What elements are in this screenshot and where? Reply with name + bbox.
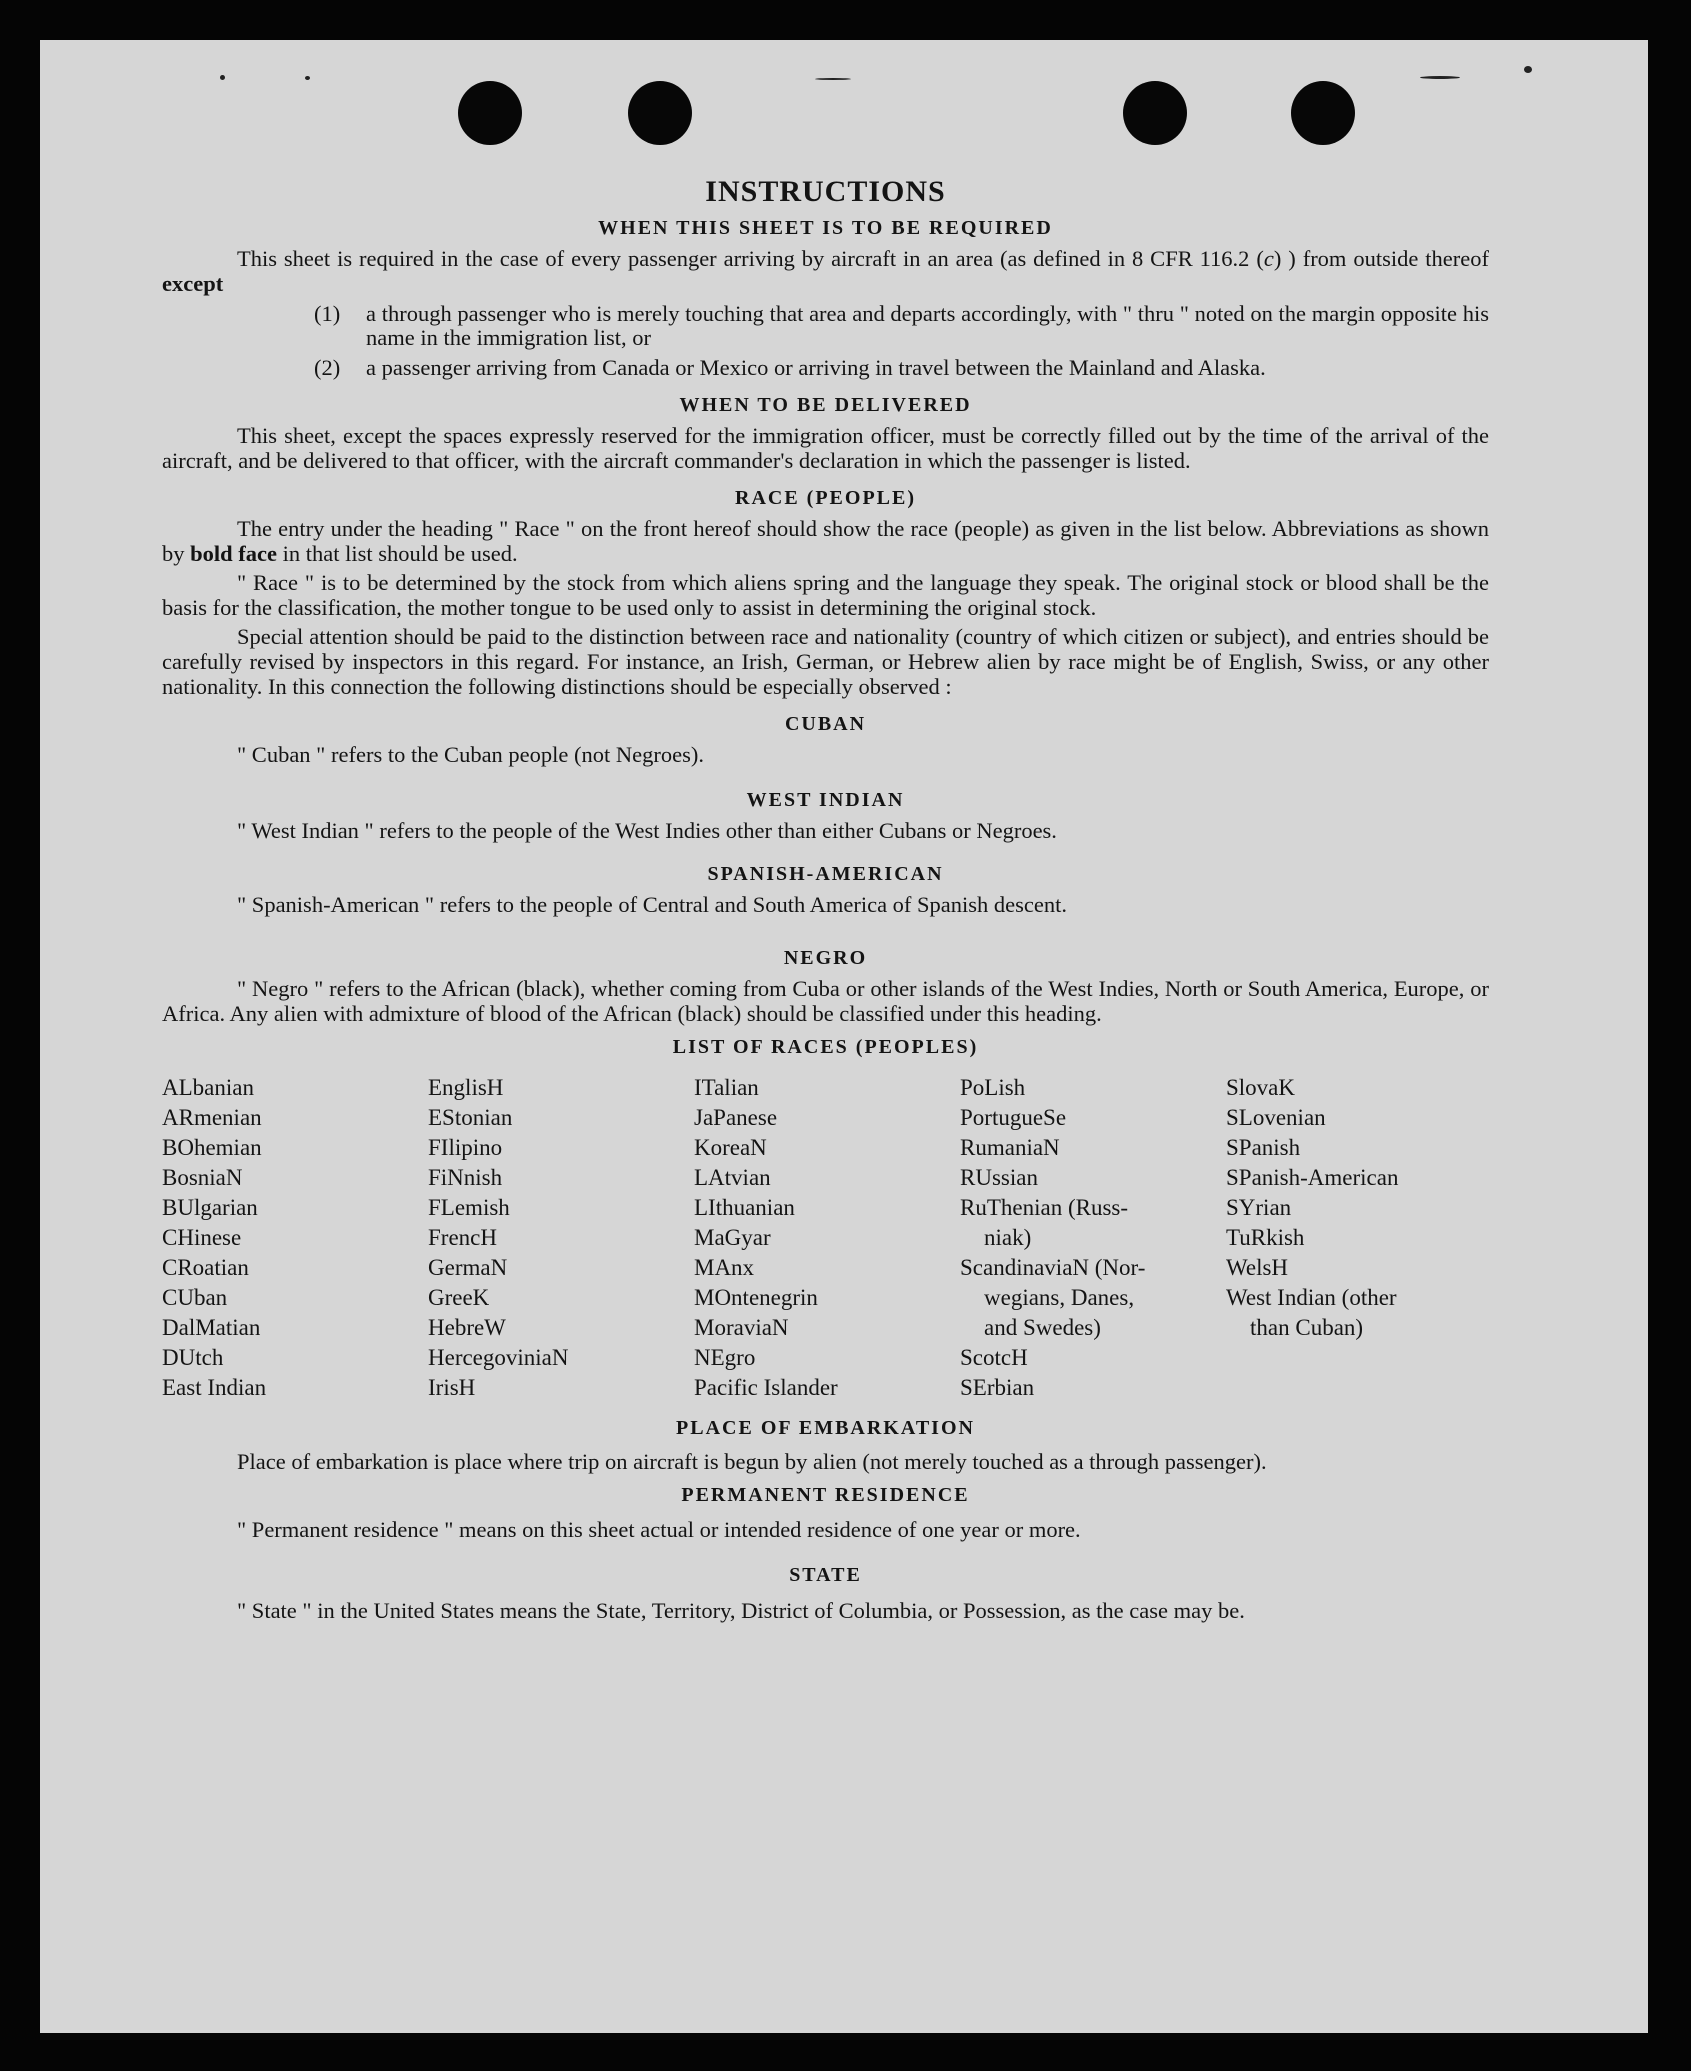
section-heading-when-delivered: WHEN TO BE DELIVERED [679, 394, 972, 416]
item-text: a passenger arriving from Canada or Mexico or arriving in travel between the Mainland and Alaska. [366, 355, 1266, 380]
section-heading-when-required: WHEN THIS SHEET IS TO BE REQUIRED [598, 217, 1053, 239]
instructions-content [162, 148, 1489, 1627]
section-heading-cuban: CUBAN [784, 713, 867, 735]
race-entry: Pacific Islander [694, 1375, 838, 1400]
exception-item-2 [314, 356, 1489, 380]
section-heading-embarkation: PLACE OF EMBARKATION [676, 1417, 975, 1439]
race-entry: CRoatian [162, 1255, 249, 1280]
race-entry: TuRkish [1226, 1225, 1305, 1250]
race-entry: CHinese [162, 1225, 242, 1250]
race-entry: HercegoviniaN [428, 1345, 569, 1370]
race-entry: SLovenian [1226, 1105, 1326, 1130]
paragraph-spanish-american: " Spanish-American " refers to the people of Central and South America of Spanish descent. [237, 892, 1068, 917]
item-text: a through passenger who is merely touching that area and departs accordingly, with " thru " noted on the margin opposite his name in the immigration list, or [366, 301, 1489, 350]
race-entry: IrisH [428, 1375, 476, 1400]
races-table [162, 1073, 1489, 1403]
race-entry: SYrian [1226, 1195, 1292, 1220]
race-entry-continuation: and Swedes) [984, 1315, 1101, 1340]
paragraph-text: ) ) from outside thereof [1273, 246, 1489, 271]
race-entry: DalMatian [162, 1315, 261, 1340]
race-entry: BosniaN [162, 1165, 243, 1190]
race-entry: GermaN [428, 1255, 508, 1280]
section-heading-state: STATE [789, 1564, 862, 1586]
race-entry: KoreaN [694, 1135, 767, 1160]
race-entry: MaGyar [694, 1225, 771, 1250]
race-entry: ScotcH [960, 1345, 1028, 1370]
race-entry-continuation: than Cuban) [1250, 1315, 1364, 1340]
race-entry-continuation: wegians, Danes, [984, 1285, 1135, 1310]
section-heading-west-indian: WEST INDIAN [746, 789, 905, 811]
section-heading-list-of-races: LIST OF RACES (PEOPLES) [672, 1036, 979, 1058]
paragraph-race-2: " Race " is to be determined by the stock from which aliens spring and the language they speak. The original stock or blood shall be the basis for the classification, the mother tongue to be used only to assist in determining the original stock. [162, 570, 1489, 620]
paragraph-cuban: " Cuban " refers to the Cuban people (not Negroes). [237, 742, 704, 767]
race-entry-continuation: niak) [984, 1225, 1032, 1250]
races-column-1 [162, 1073, 428, 1403]
paragraph-text: The entry under the heading " Race " on the front hereof should show the race (people) as given in the list below. Abbreviations as shown by [162, 516, 1489, 566]
paragraph-race-1 [162, 516, 1489, 566]
paragraph-negro: " Negro " refers to the African (black), whether coming from Cuba or other islands of the West Indies, North or South America, Europe, or Africa. Any alien with admixture of blood of the African (black) should be classified under this heading. [162, 976, 1489, 1026]
punch-hole [458, 81, 522, 145]
races-column-5 [1226, 1073, 1489, 1403]
punch-hole [1123, 81, 1187, 145]
race-entry: LIthuanian [694, 1195, 795, 1220]
italic-text: c [1263, 246, 1274, 271]
race-entry: RUssian [960, 1165, 1038, 1190]
race-entry: ITalian [694, 1075, 759, 1100]
race-entry: MoraviaN [694, 1315, 789, 1340]
race-entry: ScandinaviaN (Nor- [960, 1255, 1146, 1280]
race-entry: EnglisH [428, 1075, 504, 1100]
paragraph-when-delivered: This sheet, except the spaces expressly reserved for the immigration officer, must be correctly filled out by the time of the arrival of the aircraft, and be delivered to that officer, with the aircraft commander's declaration in which the passenger is listed. [162, 423, 1489, 473]
race-entry: ALbanian [162, 1075, 254, 1100]
paragraph-text: in that list should be used. [277, 541, 518, 566]
races-column-3 [694, 1073, 960, 1403]
races-column-2 [428, 1073, 694, 1403]
paragraph-residence: " Permanent residence " means on this sheet actual or intended residence of one year or more. [237, 1517, 1081, 1542]
speck [815, 78, 851, 80]
race-entry: BOhemian [162, 1135, 262, 1160]
bold-text: except [162, 271, 224, 296]
paragraph-embarkation: Place of embarkation is place where trip on aircraft is begun by alien (not merely touched as a through passenger). [237, 1449, 1267, 1474]
punch-hole [1291, 81, 1355, 145]
item-number: (1) [314, 301, 341, 326]
race-entry: SlovaK [1226, 1075, 1295, 1100]
races-column-4 [960, 1073, 1226, 1403]
exception-item-1 [314, 302, 1489, 350]
paragraph-race-3: Special attention should be paid to the distinction between race and nationality (country of which citizen or subject), and entries should be carefully revised by inspectors in this regard. For instance, an Irish, German, or Hebrew alien by race might be of English, Swiss, or any other nationality. In this connection the following distinctions should be especially observed : [162, 624, 1489, 699]
paragraph-state: " State " in the United States means the State, Territory, District of Columbia, or Possession, as the case may be. [237, 1598, 1245, 1623]
race-entry: DUtch [162, 1345, 224, 1370]
speck [220, 75, 225, 80]
speck [1420, 76, 1460, 79]
race-entry: FiNnish [428, 1165, 503, 1190]
race-entry: GreeK [428, 1285, 490, 1310]
race-entry: SPanish-American [1226, 1165, 1399, 1190]
race-entry: FrencH [428, 1225, 497, 1250]
race-entry: MAnx [694, 1255, 755, 1280]
paragraph-text: This sheet is required in the case of every passenger arriving by aircraft in an area (as defined in 8 CFR 116.2 ( [237, 246, 1264, 271]
section-heading-race: RACE (PEOPLE) [735, 487, 916, 509]
race-entry: LAtvian [694, 1165, 771, 1190]
race-entry: RuThenian (Russ- [960, 1195, 1129, 1220]
punch-hole [628, 81, 692, 145]
race-entry: FLemish [428, 1195, 510, 1220]
section-heading-residence: PERMANENT RESIDENCE [681, 1484, 970, 1506]
page-title: INSTRUCTIONS [705, 175, 946, 208]
section-heading-negro: NEGRO [783, 947, 868, 969]
race-entry: West Indian (other [1226, 1285, 1397, 1310]
item-number: (2) [314, 355, 341, 380]
bold-text: bold face [190, 541, 277, 566]
race-entry: PoLish [960, 1075, 1026, 1100]
section-heading-spanish-american: SPANISH-AMERICAN [707, 863, 944, 885]
race-entry: NEgro [694, 1345, 756, 1370]
race-entry: CUban [162, 1285, 228, 1310]
paragraph-west-indian: " West Indian " refers to the people of the West Indies other than either Cubans or Negroes. [237, 818, 1057, 843]
race-entry: MOntenegrin [694, 1285, 818, 1310]
race-entry: PortugueSe [960, 1105, 1067, 1130]
race-entry: East Indian [162, 1375, 267, 1400]
paragraph-when-required [162, 246, 1489, 296]
race-entry: ARmenian [162, 1105, 262, 1130]
race-entry: RumaniaN [960, 1135, 1060, 1160]
speck [305, 76, 310, 80]
race-entry: EStonian [428, 1105, 513, 1130]
race-entry: BUlgarian [162, 1195, 258, 1220]
race-entry: JaPanese [694, 1105, 778, 1130]
race-entry: WelsH [1226, 1255, 1289, 1280]
race-entry: HebreW [428, 1315, 506, 1340]
race-entry: FIlipino [428, 1135, 503, 1160]
race-entry: SPanish [1226, 1135, 1301, 1160]
race-entry: SErbian [960, 1375, 1035, 1400]
speck [1524, 66, 1532, 73]
